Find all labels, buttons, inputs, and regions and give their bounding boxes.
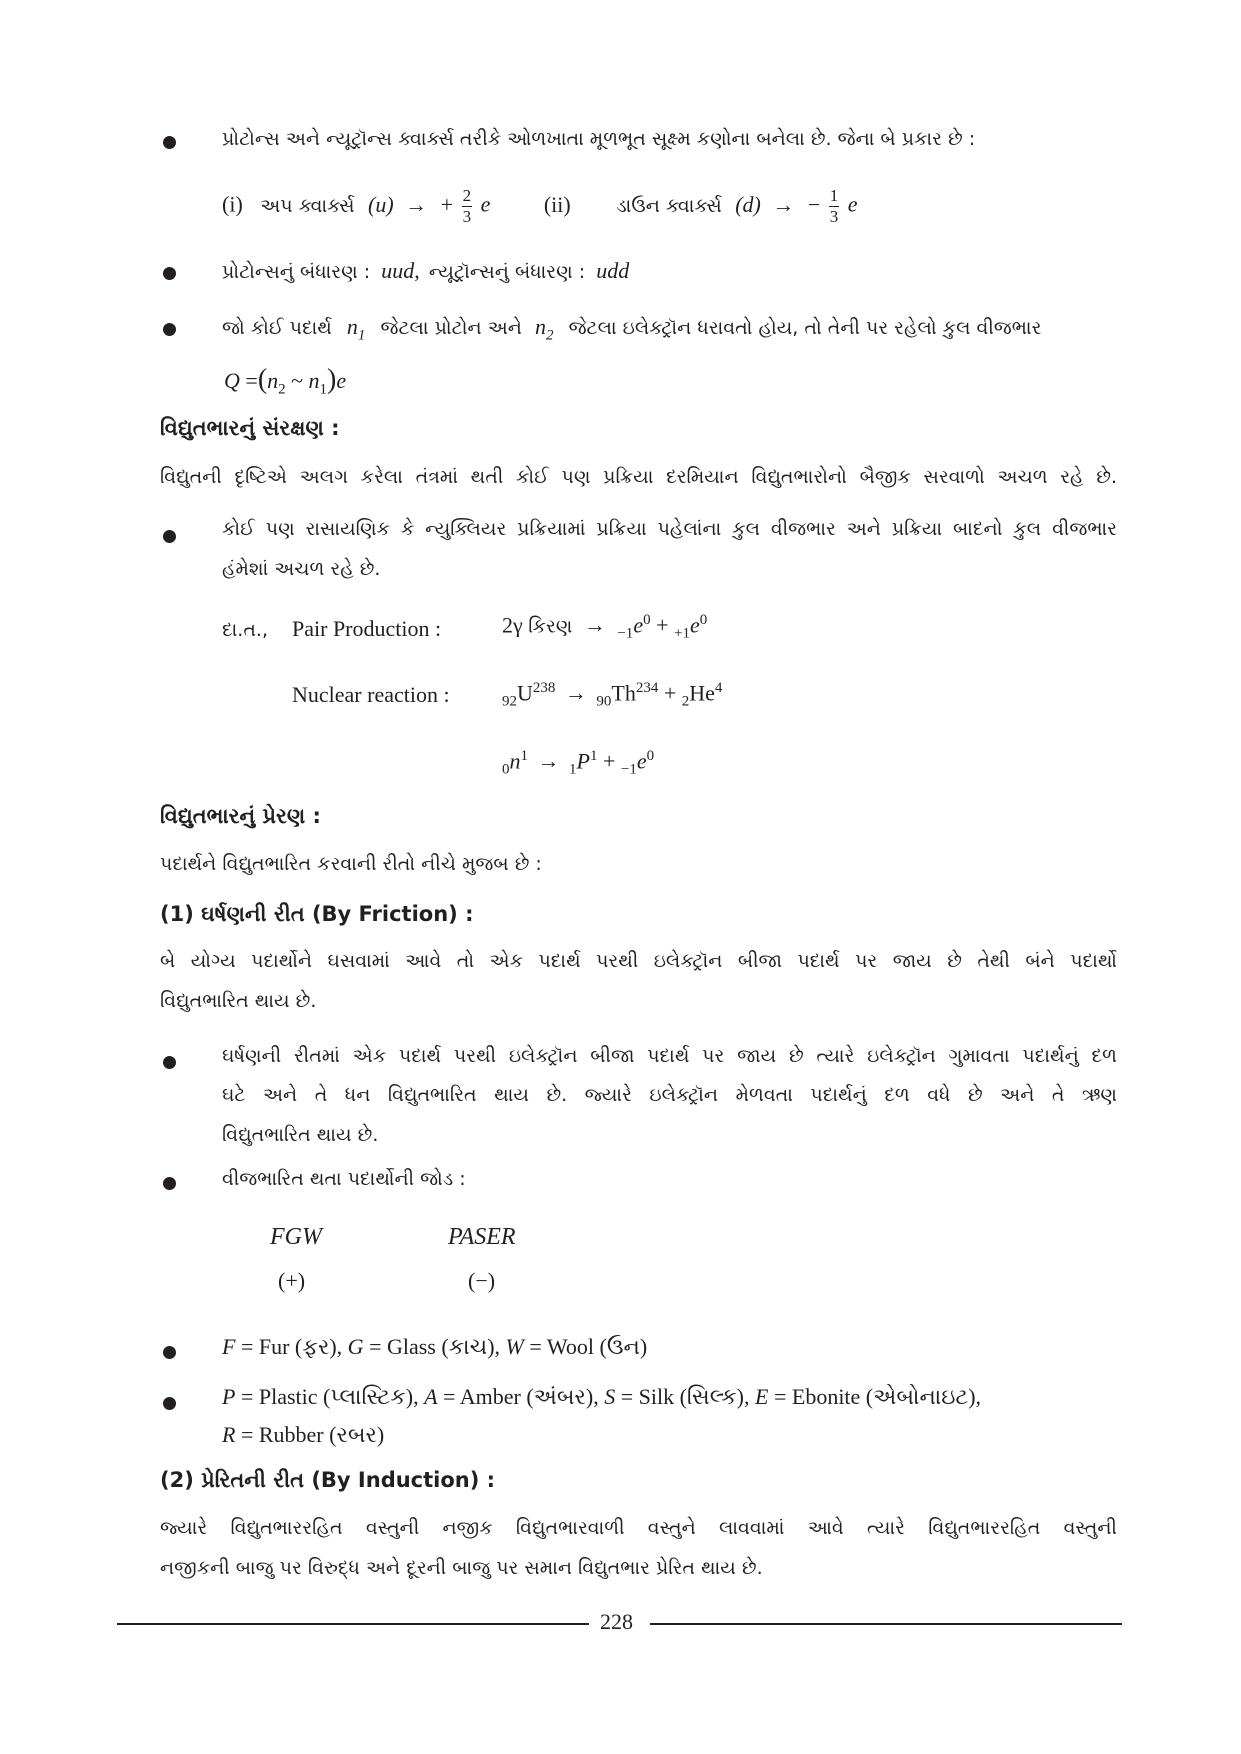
bullet-text-net-charge [222, 314, 1041, 344]
down-fraction-numerator: 1 [829, 186, 839, 205]
bullet-dot [163, 1056, 176, 1069]
bullet-dot [163, 530, 176, 543]
bullet-text-friction-line3: વિદ્યુતભારિત થાય છે. [222, 1124, 379, 1146]
positive-group-fgw: FGW [270, 1224, 322, 1250]
bullet-text-reaction-line1: કોઈ પણ રાસાયણિક કે ન્યુક્લિયર પ્રક્રિયામાં પ્રક્રિયા પહેલાંના કુલ વીજભાર અને પ્રક્રિયા બાદનો કુલ વીજભાર [222, 518, 1117, 540]
example-label: દા.ત., [222, 619, 268, 641]
down-quark-label: ડાઉન ક્વાર્ક્સ [616, 194, 722, 217]
bullet-text-pairs: વીજભારિત થતા પદાર્થોની જોડ : [222, 1168, 466, 1190]
bullet-text-composition [222, 258, 629, 284]
bullet-dot [163, 323, 176, 336]
up-sign: + [440, 191, 454, 217]
down-sign: − [807, 191, 821, 217]
pair-production-label: Pair Production : [292, 616, 442, 641]
bullet-text-reaction-line2: હંમેશાં અચળ રહે છે. [222, 558, 381, 580]
bullet-text-friction-line1: ઘર્ષણની રીતમાં એક પદાર્થ પરથી ઇલેક્ટ્રૉન બીજા પદાર્થ પર જાય છે ત્યારે ઇલેક્ટ્રૉન ગુમાવતા પદાર્થનું દળ [222, 1045, 1117, 1067]
bullet-text-negative-materials-line1: P = Plastic (પ્લાસ્ટિક), A = Amber (અંબર), S = Silk (સિલ્ક), E = Ebonite (એબોનાઇટ), [222, 1384, 982, 1409]
down-quark-number: (ii) [543, 191, 571, 217]
heading-friction-method: (1) ઘર્ષણની રીત (By Friction) : [160, 902, 474, 926]
paragraph-induction-line1: જ્યારે વિદ્યુતભારરહિત વસ્તુની નજીક વિદ્યુતભારવાળી વસ્તુને લાવવામાં આવે ત્યારે વિદ્યુતભારરહિત વસ્તુની [160, 1517, 1117, 1539]
net-charge-part1: જો કોઈ પદાર્થ [222, 317, 332, 339]
bullet-dot [163, 1177, 176, 1190]
footer-rule-right [650, 1623, 1122, 1625]
positive-sign: (+) [278, 1268, 306, 1293]
paragraph-friction-line1: બે યોગ્ય પદાર્થોને ઘસવામાં આવે તો એક પદાર્થ પરથી ઇલેક્ટ્રૉન બીજા પદાર્થ પર જાય છે તેથી બંને પદાર્થો [160, 950, 1117, 972]
bullet-text-quarks-intro: પ્રોટોન્સ અને ન્યૂટ્રૉન્સ ક્વાર્ક્સ તરીકે ઓળખાતા મૂળભૂત સૂક્ષ્મ કણોના બનેલા છે. જેના બે પ્રકાર છે : [222, 128, 976, 150]
net-charge-part2: જેટલા પ્રોટોન અને [380, 317, 522, 339]
pair-production-equation: 2γ કિરણ → $_{-1}e^0 + _{+1}e^0$ [502, 612, 708, 642]
bullet-dot [163, 1397, 176, 1410]
n1-symbol: $n_1$ [346, 314, 366, 344]
up-fraction-numerator: 2 [462, 186, 472, 205]
up-quark-label: અપ ક્વાર્ક્સ [260, 194, 355, 217]
proton-composition-label: પ્રોટોન્સનું બંધારણ : [222, 261, 371, 283]
paragraph-methods-intro: પદાર્થને વિદ્યુતભારિત કરવાની રીતો નીચે મુજબ છે : [160, 853, 542, 875]
negative-group-paser: PASER [448, 1224, 516, 1250]
net-charge-part3: જેટલા ઇલેક્ટ્રૉન ધરાવતો હોય, તો તેની પર રહેલો કુલ વીજભાર [568, 317, 1042, 339]
down-charge-fraction [829, 186, 840, 227]
footer-rule-left [117, 1623, 589, 1625]
neutron-composition-value: udd [596, 258, 630, 283]
up-fraction-denominator: 3 [462, 207, 472, 226]
neutron-decay-equation: $_0n^1 \to _1P^1 + _{-1}e^0$ [502, 748, 655, 778]
negative-sign: (−) [468, 1268, 496, 1293]
up-quark-symbol: (u) [368, 191, 394, 217]
nuclear-reaction-equation: $_{92}U^{238} \to _{90}Th^{234} + _2He^4$ [502, 680, 723, 710]
down-fraction-denominator: 3 [829, 207, 839, 226]
page-number: 228 [600, 1609, 633, 1634]
bullet-text-negative-materials-line2: R = Rubber (રબર) [222, 1422, 385, 1447]
heading-charge-induction: વિદ્યુતભારનું પ્રેરણ : [160, 804, 321, 828]
bullet-text-friction-line2: ઘટે અને તે ધન વિદ્યુતભારિત થાય છે. જ્યારે ઇલેક્ટ્રૉન મેળવતા પદાર્થનું દળ વધે છે અને તે ઋણ [222, 1084, 1117, 1106]
up-quark-number: (i) [222, 191, 243, 217]
bullet-dot [163, 136, 176, 149]
up-charge-fraction [462, 186, 473, 227]
up-arrow: → [405, 191, 428, 217]
paragraph-induction-line2: નજીકની બાજુ પર વિરુદ્ધ અને દૂરની બાજુ પર સમાન વિદ્યુતભાર પ્રેરિત થાય છે. [160, 1557, 763, 1579]
comma: , [414, 258, 420, 283]
down-quark-symbol: (d) [735, 191, 761, 217]
up-charge-e: e [480, 191, 491, 217]
neutron-composition-label: ન્યૂટ્રૉન્સનું બંધારણ : [428, 261, 586, 283]
quark-types-line [222, 186, 858, 227]
proton-composition-value: uud [381, 258, 415, 283]
formula-net-charge: $Q =(n_2$ ~ $n_1)e$ [224, 364, 347, 398]
heading-charge-conservation: વિદ્યુતભારનું સંરક્ષણ : [160, 416, 340, 440]
heading-induction-method: (2) પ્રેરિતની રીત (By Induction) : [160, 1468, 496, 1492]
bullet-text-positive-materials: F = Fur (ફર), G = Glass (કાચ), W = Wool (ઉન) [222, 1334, 648, 1359]
paragraph-conservation: વિદ્યુતની દૃષ્ટિએ અલગ કરેલા તંત્રમાં થતી કોઈ પણ પ્રક્રિયા દરમિયાન વિદ્યુતભારોનો બૈજીક સરવાળો અચળ રહે છે. [160, 466, 1117, 488]
down-charge-e: e [847, 191, 858, 217]
bullet-dot [163, 267, 176, 280]
nuclear-reaction-label: Nuclear reaction : [292, 682, 450, 707]
paragraph-friction-line2: વિદ્યુતભારિત થાય છે. [160, 990, 317, 1012]
n2-symbol: $n_2$ [534, 314, 554, 344]
bullet-dot [163, 1346, 176, 1359]
down-arrow: → [772, 191, 795, 217]
